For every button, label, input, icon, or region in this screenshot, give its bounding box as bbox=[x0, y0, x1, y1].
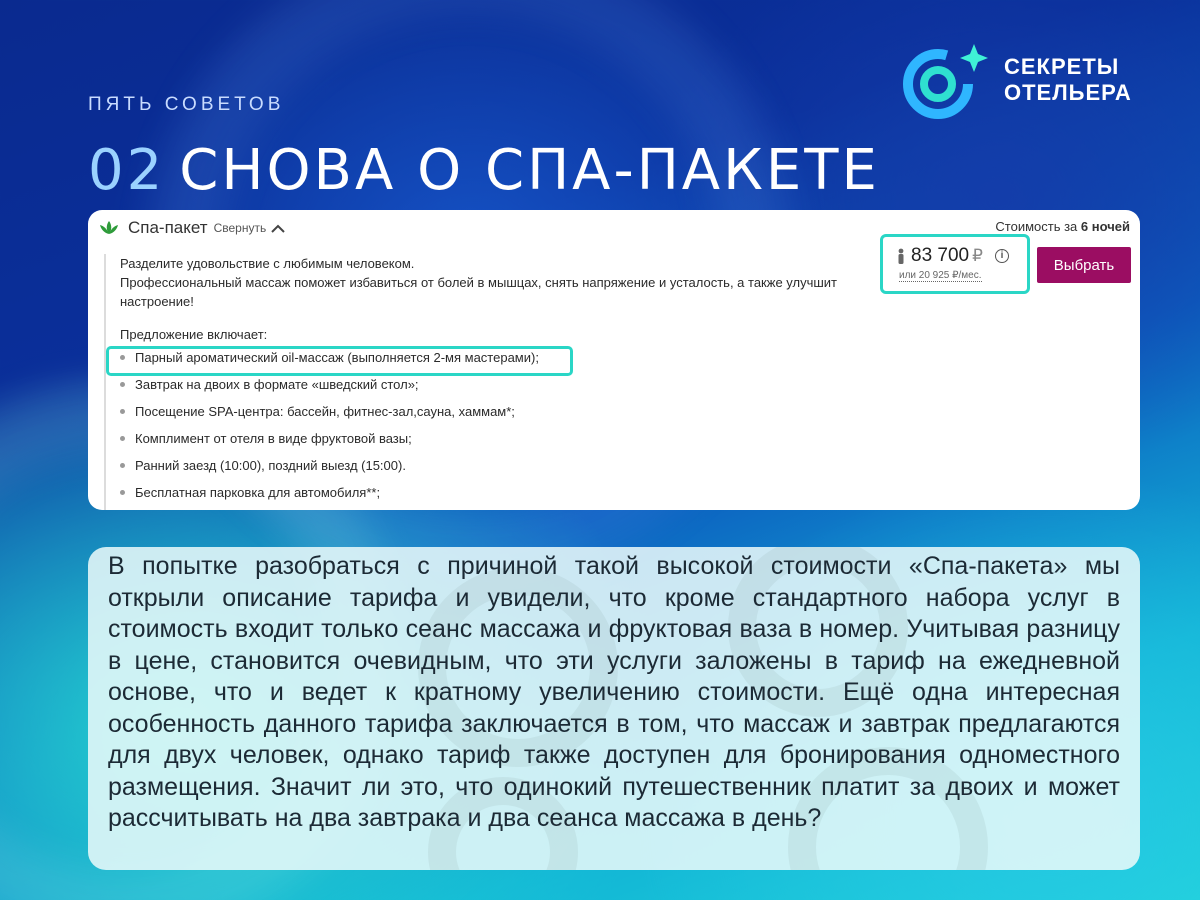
cost-label: Стоимость за 6 ночей bbox=[995, 219, 1130, 234]
lotus-icon bbox=[98, 220, 120, 236]
choose-button[interactable]: Выбрать bbox=[1037, 247, 1131, 283]
list-item: Парный ароматический oil-массаж (выполняется 2-мя мастерами); bbox=[120, 344, 874, 371]
eyebrow-label: ПЯТЬ СОВЕТОВ bbox=[88, 94, 285, 115]
description-line: Разделите удовольствие с любимым человеком. bbox=[120, 256, 415, 271]
bullet-icon bbox=[120, 382, 125, 387]
brand-line-1: СЕКРЕТЫ bbox=[1004, 54, 1120, 79]
bullet-icon bbox=[120, 409, 125, 414]
list-item: Ранний заезд (10:00), поздний выезд (15:00). bbox=[120, 452, 874, 479]
section-number: 02 bbox=[88, 138, 166, 203]
chevron-up-icon bbox=[271, 224, 285, 233]
price-box bbox=[880, 234, 1030, 294]
text-panel bbox=[88, 547, 1140, 870]
logo-icon bbox=[900, 40, 992, 120]
brand-line-2: ОТЕЛЬЕРА bbox=[1004, 80, 1132, 105]
list-item: Посещение SPA-центра: бассейн, фитнес-зал,сауна, хаммам*; bbox=[120, 398, 874, 425]
collapse-toggle[interactable] bbox=[214, 221, 286, 235]
tariff-card bbox=[88, 210, 1140, 510]
nights-count: 6 ночей bbox=[1080, 219, 1130, 234]
monthly-price: или 20 925 ₽/мес. bbox=[899, 270, 982, 281]
bullet-icon bbox=[120, 490, 125, 495]
page-title bbox=[88, 138, 880, 203]
highlight-frame bbox=[106, 346, 573, 376]
brand-logo bbox=[900, 40, 1132, 120]
person-icon bbox=[897, 248, 905, 264]
offer-title: Предложение включает: bbox=[120, 327, 268, 342]
section-title: СНОВА О СПА-ПАКЕТЕ bbox=[179, 138, 880, 203]
list-item: Комплимент от отеля в виде фруктовой вазы; bbox=[120, 425, 874, 452]
package-description bbox=[104, 254, 874, 510]
info-icon[interactable]: i bbox=[995, 249, 1009, 263]
package-title: Спа-пакет bbox=[128, 218, 208, 237]
list-item: Бесплатная парковка для автомобиля**; bbox=[120, 479, 874, 506]
bullet-icon bbox=[120, 436, 125, 441]
bullet-icon bbox=[120, 463, 125, 468]
list-item: Завтрак на двоих в формате «шведский стол»; bbox=[120, 371, 874, 398]
body-text: В попытке разобраться с причиной такой высокой стоимости «Спа-пакета» мы открыли описание тарифа и увидели, что кроме стандартного набора услуг в стоимость входит только сеанс массажа и фруктовая ваза в номер. Учитывая разницу в цене, становится очевидным, что эти услуги заложены в тариф на ежедневной основе, что и ведет к кратному увеличению стоимости. Ещё одна интересная особенность данного тарифа заключается в том, что массаж и завтрак предлагаются для двух человек, однако тариф также доступен для бронирования одноместного размещения. Значит ли это, что одинокий путешественник платит за двоих и может рассчитывать на два завтрака и два сеанса массажа в день? bbox=[108, 552, 1120, 832]
description-line: Профессиональный массаж поможет избавиться от болей в мышцах, снять напряжение и усталость, а также улучшит настроение! bbox=[120, 275, 837, 309]
card-header bbox=[98, 218, 285, 238]
price-value: 83 700 bbox=[911, 245, 970, 266]
collapse-label: Свернуть bbox=[213, 221, 267, 235]
currency-symbol: ₽ bbox=[972, 246, 983, 265]
